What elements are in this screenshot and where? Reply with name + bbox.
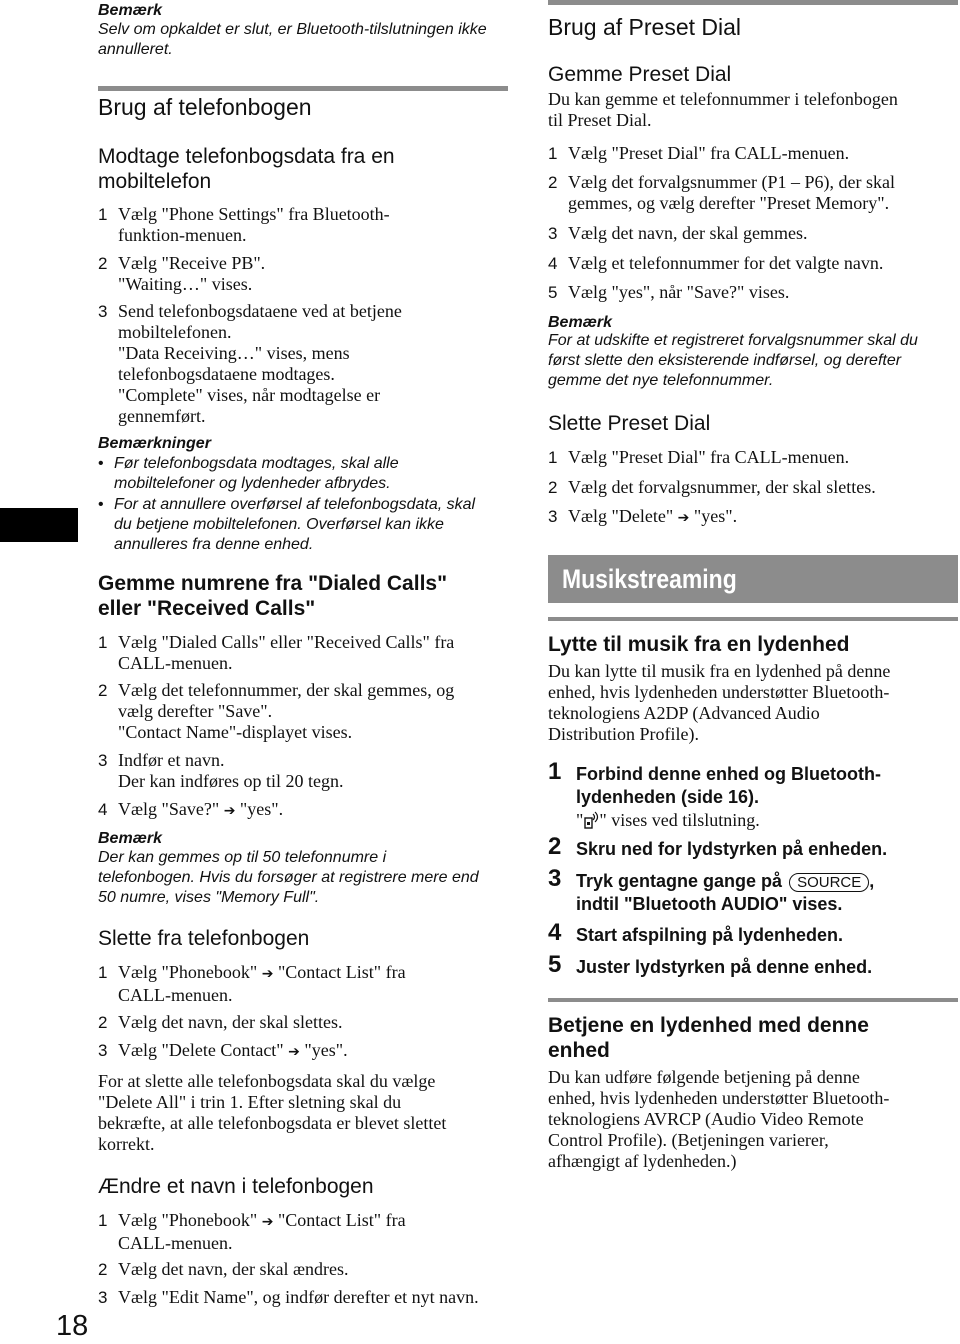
step-number: 2 [98,254,108,273]
subsection-title-receive: Modtage telefonbogsdata fra en mobiltelefon [98,145,395,193]
step-text: Start afspilning på lydenheden. [576,925,844,945]
step-text: Vælg "Delete" ➔ "yes". [568,506,738,526]
section-rule [548,617,958,621]
step-text: Juster lydstyrken på denne enhed. [576,957,873,977]
step-number: 3 [98,302,108,321]
notes-list [98,454,508,556]
note-heading: Bemærk [98,2,163,19]
note-text: For at udskifte et registreret forvalgsnummer skal du først slette den eksisterende indførsel, og derefter gemme det nye telefonnummer. [548,332,918,389]
step-number: 3 [98,751,108,770]
note-text: Selv om opkaldet er slut, er Bluetooth-tilslutningen ikke annulleret. [98,21,487,58]
section-banner [548,555,958,603]
banner-title: Musikstreaming [562,564,737,594]
step-text: Forbind denne enhed og Bluetooth- lydenheden (side 16). [576,764,881,807]
section-rule [548,0,958,5]
step-text: Vælg det navn, der skal ændres. [118,1259,349,1279]
paragraph: Du kan gemme et telefonnummer i telefonbogen til Preset Dial. [548,89,898,130]
step-text: Vælg det telefonnummer, der skal gemmes, og vælg derefter "Save". "Contact Name"-displayet vises. [118,680,455,742]
note-heading: Bemærk [548,314,613,331]
step-text: Vælg "Save?" ➔ "yes". [118,799,284,819]
page-number: 18 [56,1310,89,1342]
step-text: Vælg "Preset Dial" fra CALL-menuen. [568,143,850,163]
subsection-title-store-preset: Gemme Preset Dial [548,63,732,86]
list-item: • Før telefonbogsdata modtages, skal alle mobiltelefoner og lydenheder afbrydes. [98,455,399,492]
section-title: Brug af telefonbogen [98,94,312,120]
step-number: 1 [98,633,108,652]
step-text: Vælg "Phone Settings" fra Bluetooth- funktion-menuen. [118,204,390,245]
arrow-right-icon: ➔ [288,1044,300,1060]
step-number: 2 [98,681,108,700]
step-text: Vælg "Dialed Calls" eller "Received Calls" fra CALL-menuen. [118,632,455,673]
subsection-title-store: Gemme numrene fra "Dialed Calls" eller "Received Calls" [98,572,448,620]
subsection-title-delete: Slette fra telefonbogen [98,927,310,950]
step-text: Vælg "Preset Dial" fra CALL-menuen. [568,447,850,467]
paragraph: Du kan lytte til musik fra en lydenhed på denne enhed, hvis lydenheden understøtter Bluetooth- teknologiens A2DP (Advanced Audio Distribution Profile). [548,661,891,744]
step-text: Vælg "yes", når "Save?" vises. [568,282,790,302]
arrow-right-icon: ➔ [261,1214,274,1230]
section-title: Brug af Preset Dial [548,14,742,40]
bluetooth-audio-icon [583,811,599,829]
paragraph: For at slette alle telefonbogsdata skal du vælge "Delete All" i trin 1. Efter sletning skal du bekræfte, at alle telefonbogsdata er blevet slettet korrekt. [98,1071,447,1154]
subsection-title-listen: Lytte til musik fra en lydenhed [548,633,850,656]
step-text: Vælg et telefonnummer for det valgte navn. [568,253,884,273]
arrow-right-icon: ➔ [223,803,236,819]
note-heading: Bemærk [98,830,163,847]
subsection-title-delete-preset: Slette Preset Dial [548,412,711,435]
step-text: Vælg det forvalgsnummer, der skal slettes. [568,477,876,497]
subsection-title-operate: Betjene en lydenhed med denne enhed [548,1014,869,1062]
source-button: SOURCE [789,873,869,892]
notes-heading: Bemærkninger [98,435,211,452]
step-text: Skru ned for lydstyrken på enheden. [576,839,888,859]
section-rule [98,86,508,91]
step-text: Vælg det navn, der skal gemmes. [568,223,808,243]
step-number: 1 [98,205,108,224]
step-text: Vælg det navn, der skal slettes. [118,1012,343,1032]
list-item: • For at annullere overførsel af telefonbogsdata, skal du betjene mobiltelefonen. Overførsel kan ikke annulleres fra denne enhed. [98,496,476,553]
paragraph: Du kan udføre følgende betjening på denne enhed, hvis lydenheden understøtter Bluetooth- teknologiens AVRCP (Audio Video Remote Control Profile). (Betjeningen varierer, afhængigt af lydenheden.) [548,1067,890,1171]
arrow-right-icon: ➔ [677,510,690,526]
section-rule [548,998,958,1002]
step-text: Vælg "Phonebook" ➔ "Contact List" fra CALL-menuen. [118,962,406,1005]
step-number: 4 [98,800,108,819]
arrow-right-icon: ➔ [261,966,274,982]
section-tab-marker [0,508,78,542]
step-subtext: " " vises ved tilslutning. [576,810,760,830]
step-text: Vælg det forvalgsnummer (P1 – P6), der skal gemmes, og vælg derefter "Preset Memory". [568,172,895,213]
note-text: Der kan gemmes op til 50 telefonnumre i telefonbogen. Hvis du forsøger at registrere mere end 50 numre, vises "Memory Full". [98,849,479,906]
step-text: Vælg "Edit Name", og indfør derefter et nyt navn. [118,1287,479,1307]
step-text: Send telefonbogsdataene ved at betjene mobiltelefonen. "Data Receiving…" vises, mens telefonbogsdataene modtages. "Complete" vises, når modtagelse er gennemført. [118,301,402,426]
step-text: Vælg "Delete Contact" ➔ "yes". [118,1040,348,1060]
step-text: Vælg "Phonebook" ➔ "Contact List" fra CALL-menuen. [118,1210,406,1253]
step-text: Vælg "Receive PB". "Waiting…" vises. [118,253,266,294]
subsection-title-rename: Ændre et navn i telefonbogen [98,1175,374,1198]
step-text: Indfør et navn. Der kan indføres op til 20 tegn. [118,750,344,791]
